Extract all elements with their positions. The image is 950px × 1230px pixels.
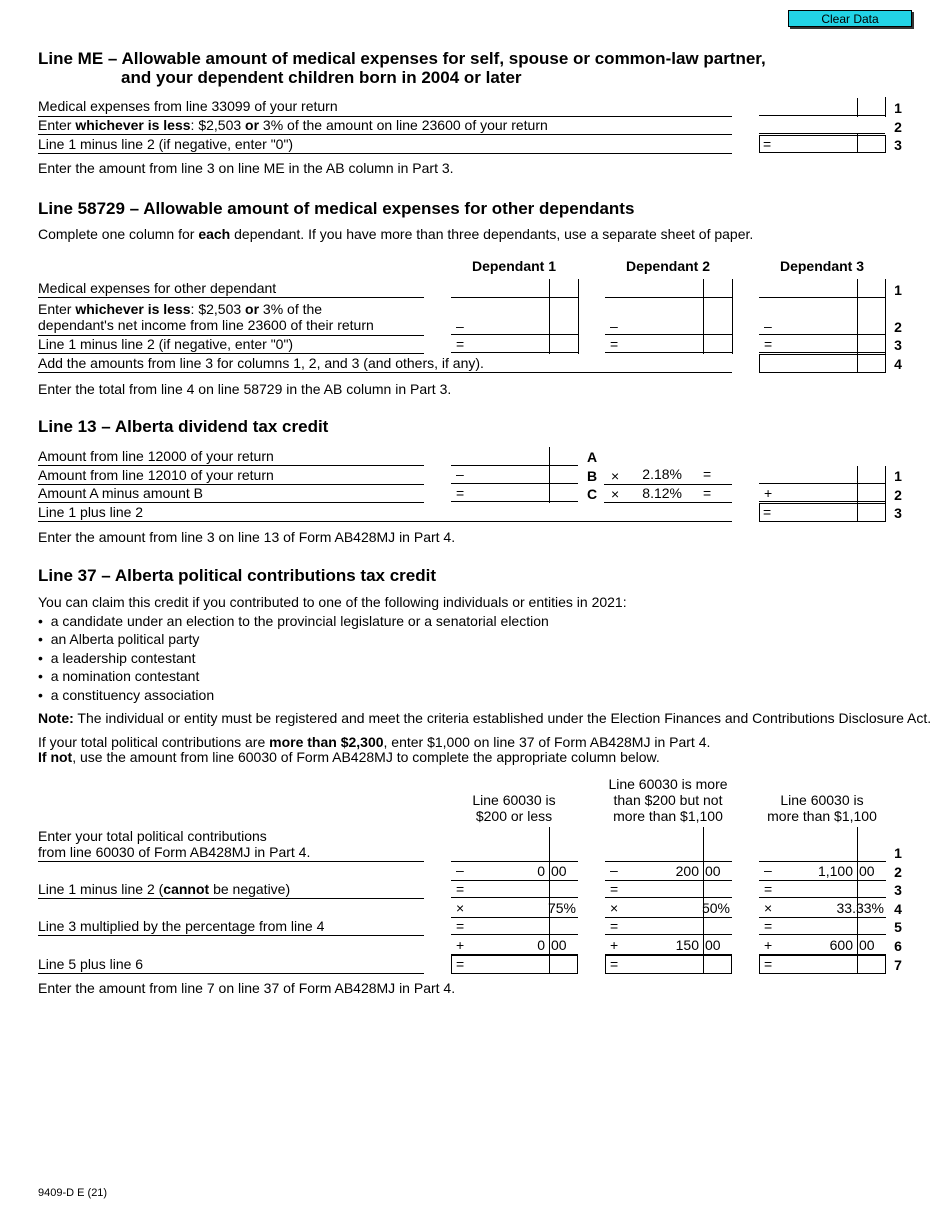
me-row2-label: Enter whichever is less: $2,503 or 3% of the amount on line 23600 of your return bbox=[38, 117, 548, 133]
equals-symbol: = bbox=[763, 504, 772, 520]
line-number-2: 2 bbox=[894, 487, 902, 503]
dependant-3-header: Dependant 3 bbox=[779, 258, 864, 274]
col2-line2-dollars: 200 bbox=[675, 863, 699, 879]
l13-row4-label: Line 1 plus line 2 bbox=[38, 504, 144, 520]
minus-symbol: – bbox=[610, 318, 618, 334]
label-c: C bbox=[587, 486, 598, 502]
equals-symbol: = bbox=[763, 136, 772, 152]
equals-symbol: = bbox=[610, 336, 619, 352]
times-symbol: × bbox=[611, 468, 620, 484]
minus-symbol: – bbox=[456, 318, 464, 334]
col3-line6-dollars: 600 bbox=[829, 937, 853, 953]
l37-col1-line1-input[interactable] bbox=[451, 827, 578, 862]
l37-row3-label: Line 1 minus line 2 (cannot be negative) bbox=[38, 881, 291, 897]
equals-symbol: = bbox=[703, 466, 712, 482]
line-number-2: 2 bbox=[894, 319, 902, 335]
form-code: 9409-D E (21) bbox=[38, 1187, 108, 1199]
l13-line2-input[interactable] bbox=[759, 485, 885, 502]
col2-line2-cents: 00 bbox=[705, 863, 721, 879]
l58729-row1-label: Medical expenses for other dependant bbox=[38, 280, 277, 296]
dep3-line1-input[interactable] bbox=[759, 280, 885, 298]
line-number-5: 5 bbox=[894, 919, 902, 935]
dep1-line2-input[interactable] bbox=[451, 299, 578, 335]
line-58729-intro: Complete one column for each dependant. If you have more than three dependants, use a separate sheet of paper. bbox=[38, 226, 754, 242]
dependant-1-header: Dependant 1 bbox=[471, 258, 556, 274]
line-58729-title: Line 58729 – Allowable amount of medical expenses for other dependants bbox=[38, 199, 635, 218]
equals-symbol: = bbox=[456, 956, 465, 972]
l13-row3-label: Amount A minus amount B bbox=[38, 485, 203, 501]
times-symbol: × bbox=[456, 900, 465, 916]
l37-col2-line7-input[interactable] bbox=[605, 955, 732, 974]
l37-col3-line7-input[interactable] bbox=[759, 955, 886, 974]
line-number-1: 1 bbox=[894, 845, 902, 861]
plus-symbol: + bbox=[764, 485, 773, 501]
me-line1-input[interactable] bbox=[759, 98, 885, 116]
dep1-line3-input[interactable] bbox=[451, 336, 578, 353]
l13-line3-input[interactable] bbox=[759, 503, 886, 522]
equals-symbol: = bbox=[764, 881, 773, 897]
line-number-1: 1 bbox=[894, 100, 902, 116]
line-number-7: 7 bbox=[894, 957, 902, 973]
l37-col2-line3-input[interactable] bbox=[605, 881, 732, 898]
l37-intro: You can claim this credit if you contributed to one of the following individuals or entities in 2021: bbox=[38, 594, 627, 610]
me-line2-input[interactable] bbox=[759, 117, 885, 134]
l58729-row2-label-1: Enter whichever is less: $2,503 or 3% of the bbox=[38, 301, 323, 317]
line-number-3: 3 bbox=[894, 882, 902, 898]
equals-symbol: = bbox=[456, 485, 465, 501]
col3-line2-cents: 00 bbox=[859, 863, 875, 879]
clear-data-button[interactable]: Clear Data bbox=[788, 10, 912, 27]
equals-symbol: = bbox=[764, 336, 773, 352]
line-number-1: 1 bbox=[894, 282, 902, 298]
dep3-line3-input[interactable] bbox=[759, 336, 885, 353]
equals-symbol: = bbox=[456, 336, 465, 352]
rate-c: 8.12% bbox=[642, 485, 682, 501]
l58729-row2-label-2: dependant's net income from line 23600 of their return bbox=[38, 317, 374, 333]
l37-col3-header: Line 60030 is more than $1,100 bbox=[767, 792, 877, 824]
equals-symbol: = bbox=[764, 918, 773, 934]
l13-line1-input[interactable] bbox=[759, 467, 885, 484]
me-row1-label: Medical expenses from line 33099 of your return bbox=[38, 98, 338, 114]
l37-col2-header: Line 60030 is more than $200 but not more than $1,100 bbox=[608, 776, 728, 824]
minus-symbol: – bbox=[456, 466, 464, 482]
line-number-4: 4 bbox=[894, 356, 902, 372]
l37-para1: If your total political contributions are more than $2,300, enter $1,000 on line 37 of Form AB428MJ in Part 4. bbox=[38, 734, 711, 750]
rate-b: 2.18% bbox=[642, 466, 682, 482]
minus-symbol: – bbox=[610, 862, 618, 878]
l37-note: Note: The individual or entity must be registered and meet the criteria established under the Election Finances and Contributions Disclosure Act. bbox=[38, 710, 932, 726]
line-number-2: 2 bbox=[894, 864, 902, 880]
col2-line6-cents: 00 bbox=[705, 937, 721, 953]
l13-row2-label: Amount from line 12010 of your return bbox=[38, 467, 274, 483]
l37-bullet: • a candidate under an election to the provincial legislature or a senatorial election bbox=[38, 613, 549, 629]
line-number-2: 2 bbox=[894, 119, 902, 135]
l37-col3-line1-input[interactable] bbox=[759, 827, 886, 862]
label-b: B bbox=[587, 468, 598, 484]
col1-line2-dollars: 0 bbox=[537, 863, 545, 879]
l13-amount-c-input[interactable] bbox=[451, 485, 578, 502]
times-symbol: × bbox=[610, 900, 619, 916]
me-line3-input[interactable] bbox=[759, 135, 886, 153]
label-a: A bbox=[587, 449, 598, 465]
dep2-line1-input[interactable] bbox=[605, 280, 732, 298]
dep2-line3-input[interactable] bbox=[605, 336, 732, 353]
l37-row1-label-1: Enter your total political contributions bbox=[38, 828, 267, 844]
l58729-line4-total-input[interactable] bbox=[759, 354, 886, 373]
l37-bullet: • a constituency association bbox=[38, 687, 215, 703]
dependant-2-header: Dependant 2 bbox=[625, 258, 710, 274]
l37-row5-label: Line 3 multiplied by the percentage from line 4 bbox=[38, 918, 325, 934]
plus-symbol: + bbox=[456, 937, 465, 953]
col3-line6-cents: 00 bbox=[859, 937, 875, 953]
line-number-6: 6 bbox=[894, 938, 902, 954]
line-number-3: 3 bbox=[894, 505, 902, 521]
line-number-3: 3 bbox=[894, 137, 902, 153]
line-13-title: Line 13 – Alberta dividend tax credit bbox=[38, 417, 329, 436]
l37-col1-line3-input[interactable] bbox=[451, 881, 578, 898]
equals-symbol: = bbox=[764, 956, 773, 972]
dep3-line2-input[interactable] bbox=[759, 299, 885, 335]
l37-col2-line5-input[interactable] bbox=[605, 918, 732, 935]
l37-row1-label-2: from line 60030 of Form AB428MJ in Part 4. bbox=[38, 844, 311, 860]
line-me-title-2: and your dependent children born in 2004 or later bbox=[121, 68, 522, 87]
l37-final-note: Enter the amount from line 7 on line 37 of Form AB428MJ in Part 4. bbox=[38, 980, 456, 996]
minus-symbol: – bbox=[764, 318, 772, 334]
col1-line2-cents: 00 bbox=[551, 863, 567, 879]
equals-symbol: = bbox=[456, 918, 465, 934]
col3-line4-rate: 33.33% bbox=[836, 900, 884, 916]
col3-line2-dollars: 1,100 bbox=[817, 863, 853, 879]
equals-symbol: = bbox=[703, 485, 712, 501]
plus-symbol: + bbox=[610, 937, 619, 953]
equals-symbol: = bbox=[610, 918, 619, 934]
l37-bullet: • a nomination contestant bbox=[38, 668, 200, 684]
line-number-1: 1 bbox=[894, 468, 902, 484]
l37-bullet: • a leadership contestant bbox=[38, 650, 196, 666]
l37-para2: If not, use the amount from line 60030 of Form AB428MJ to complete the appropriate column below. bbox=[38, 749, 660, 765]
l58729-row4-label: Add the amounts from line 3 for columns 1, 2, and 3 (and others, if any). bbox=[38, 355, 484, 371]
col1-line4-rate: 75% bbox=[547, 900, 576, 916]
l37-row7-label: Line 5 plus line 6 bbox=[38, 956, 144, 972]
dep2-line2-input[interactable] bbox=[605, 299, 732, 335]
equals-symbol: = bbox=[610, 881, 619, 897]
l37-col1-header: Line 60030 is $200 or less bbox=[472, 792, 556, 824]
col1-line6-dollars: 0 bbox=[537, 937, 545, 953]
dep1-line1-input[interactable] bbox=[451, 280, 578, 298]
equals-symbol: = bbox=[456, 881, 465, 897]
col1-line6-cents: 00 bbox=[551, 937, 567, 953]
line-37-title: Line 37 – Alberta political contributions tax credit bbox=[38, 566, 437, 585]
l13-amount-a-input[interactable] bbox=[451, 448, 578, 466]
col2-line6-dollars: 150 bbox=[675, 937, 699, 953]
line-me-title-1: Line ME – Allowable amount of medical expenses for self, spouse or common-law partner, bbox=[38, 49, 766, 68]
l37-col3-line5-input[interactable] bbox=[759, 918, 886, 935]
me-row3-label: Line 1 minus line 2 (if negative, enter "0") bbox=[38, 136, 294, 152]
equals-symbol: = bbox=[610, 956, 619, 972]
plus-symbol: + bbox=[764, 937, 773, 953]
l13-amount-b-input[interactable] bbox=[451, 467, 578, 484]
times-symbol: × bbox=[611, 486, 620, 502]
line-number-3: 3 bbox=[894, 337, 902, 353]
me-note: Enter the amount from line 3 on line ME in the AB column in Part 3. bbox=[38, 160, 454, 176]
l13-note: Enter the amount from line 3 on line 13 of Form AB428MJ in Part 4. bbox=[38, 529, 456, 545]
times-symbol: × bbox=[764, 900, 773, 916]
minus-symbol: – bbox=[456, 862, 464, 878]
line-number-4: 4 bbox=[894, 901, 902, 917]
l58729-row3-label: Line 1 minus line 2 (if negative, enter "0") bbox=[38, 336, 294, 352]
l37-col1-line5-input[interactable] bbox=[451, 918, 578, 935]
l37-bullet: • an Alberta political party bbox=[38, 631, 200, 647]
l58729-note: Enter the total from line 4 on line 58729 in the AB column in Part 3. bbox=[38, 381, 452, 397]
l37-col2-line1-input[interactable] bbox=[605, 827, 732, 862]
col2-line4-rate: 50% bbox=[701, 900, 730, 916]
l13-row1-label: Amount from line 12000 of your return bbox=[38, 448, 274, 464]
minus-symbol: – bbox=[764, 862, 772, 878]
l37-col3-line3-input[interactable] bbox=[759, 881, 886, 898]
l37-col1-line7-input[interactable] bbox=[451, 955, 578, 974]
